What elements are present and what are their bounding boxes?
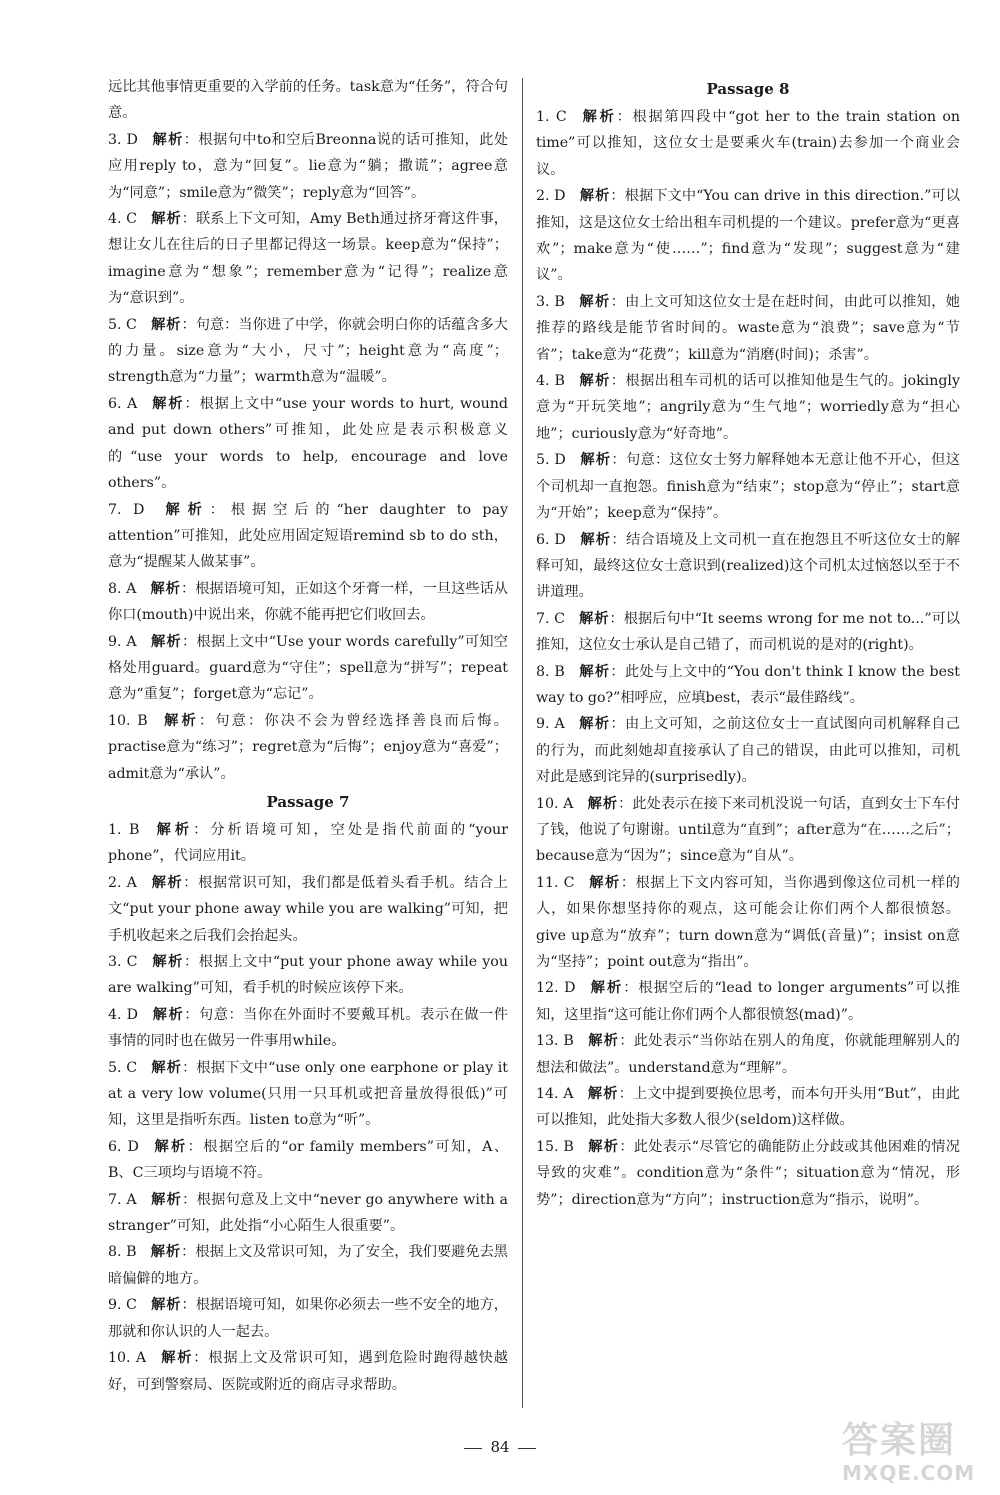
answer-number: 3. B <box>536 293 565 310</box>
answer-item <box>108 391 508 497</box>
answer-number: 8. B <box>108 1244 137 1261</box>
analysis-label: 解析 <box>579 610 610 627</box>
answer-number: 5. C <box>108 316 137 333</box>
answer-number: 1. C <box>536 109 567 125</box>
answer-number: 10. B <box>108 712 148 729</box>
answer-item <box>108 949 508 1002</box>
answer-item <box>108 817 508 870</box>
analysis-label: 解析 <box>160 1350 194 1367</box>
answer-number: 2. D <box>536 188 566 205</box>
answer-number: 12. D <box>536 980 576 997</box>
answer-item <box>536 183 960 289</box>
answer-item <box>108 576 508 629</box>
analysis-text: ：根据空后的“or family members”可知，A、B、C三项均与语境不符。 <box>108 1138 509 1182</box>
intro-paragraph: 远比其他事情更重要的入学前的任务。task意为“任务”，符合句意。 <box>108 79 508 122</box>
answer-item <box>108 629 508 708</box>
analysis-text: ：根据第四段中“got her to the train station on time”可以推知，这位女士是要乘火车(train)去参加一个商业会议。 <box>536 109 960 178</box>
analysis-text: ：此处表示“尽管它的确能防止分歧或其他困难的情况导致的灾难”。condition意为“条件”；situation意为“情况，形势”；direction意为“方向”；instruction意为“指示，说明”。 <box>536 1138 960 1208</box>
answer-item <box>108 206 508 312</box>
analysis-text: ：根据常识可知，我们都是低着头看手机。结合上文“put your phone away while you are walking”可知，把手机收起来之后我们会抬起头。 <box>108 874 508 944</box>
column-divider <box>522 78 523 1408</box>
analysis-text: ：句意：这位女士努力解释她本无意让他不开心，但这个司机却一直抱怨。finish意为“结束”；stop意为“停止”；start意为“开始”；keep意为“保持”。 <box>536 452 960 522</box>
analysis-label: 解析 <box>152 131 184 148</box>
analysis-label: 解析 <box>151 316 182 333</box>
answer-item <box>108 870 508 949</box>
page-dash-right <box>518 1448 536 1449</box>
analysis-text: ：结合语境及上文司机一直在抱怨且不听这位女士的解释可知，最终这位女士意识到(realized)这个司机太过恼怒以至于不讲道理。 <box>536 531 960 601</box>
answer-number: 9. A <box>108 633 137 650</box>
answer-number: 14. A <box>536 1086 574 1103</box>
analysis-text: ：根据上文及常识可知，为了安全，我们要避免去黑暗偏僻的地方。 <box>108 1244 508 1287</box>
analysis-label: 解析 <box>579 531 612 548</box>
answer-item <box>108 497 508 576</box>
analysis-label: 解析 <box>150 580 181 597</box>
answer-item <box>108 1239 508 1292</box>
analysis-text: ：根据出租车司机的话可以推知他是生气的。jokingly意为“开玩笑地”；angrily意为“生气地”；worriedly意为“担心地”；curiously意为“好奇地”。 <box>536 373 960 442</box>
answer-item <box>536 1028 960 1081</box>
answer-item <box>536 659 960 712</box>
analysis-label: 解析 <box>587 1086 619 1103</box>
answer-item <box>536 447 960 526</box>
items-b-list <box>108 817 508 1398</box>
passage-8-heading: Passage 8 <box>706 80 790 98</box>
answer-number: 3. D <box>108 131 138 148</box>
answer-item <box>536 975 960 1028</box>
analysis-text: ：根据语境可知，如果你必须去一些不安全的地方，那就和你认识的人一起去。 <box>108 1297 508 1340</box>
answer-number: 2. A <box>108 874 137 891</box>
answer-item <box>536 791 960 870</box>
analysis-label: 解析 <box>588 1033 620 1050</box>
analysis-text: ：联系上下文可知，Amy Beth通过挤牙膏这件事，想让女儿在往后的日子里都记得这一场景。keep意为“保持”；imagine意为“想象”；remember意为“记得”；realize意为“意识到”。 <box>108 211 508 307</box>
answer-item <box>108 1345 508 1398</box>
analysis-label: 解析 <box>151 874 184 891</box>
answer-number: 5. D <box>536 452 566 469</box>
answer-number: 7. A <box>108 1191 137 1208</box>
answer-item <box>108 1055 508 1134</box>
analysis-text: ：根据上文及常识可知，遇到危险时跑得越快越好，可到警察局、医院或附近的商店寻求帮助。 <box>108 1350 508 1393</box>
answer-number: 3. C <box>108 954 138 970</box>
analysis-text: ：根据空后的“lead to longer arguments”可以推知，这里指“这可能让你们两个人都很愤怒(mad)”。 <box>536 980 960 1023</box>
analysis-text: ：分析语境可知，空处是指代前面的“your phone”，代词应用it。 <box>108 821 508 865</box>
analysis-text: ：此处表示在接下来司机没说一句话，直到女士下车付了钱，他说了句谢谢。until意为“直到”；after意为“在……之后”；because意为“因为”；since意为“自从”。 <box>536 795 960 865</box>
answer-item <box>536 1081 960 1134</box>
analysis-text: ：根据上文中“put your phone away while you are walking”可知，看手机的时候应该停下来。 <box>108 954 508 997</box>
analysis-label: 解析 <box>151 395 185 412</box>
analysis-label: 解析 <box>578 716 611 733</box>
answer-item <box>108 312 508 391</box>
analysis-text: ：根据上文中“Use your words carefully”可知空格处用guard。guard意为“守住”；spell意为“拼写”；repeat意为“重复”；forget意为“忘记”。 <box>108 633 508 703</box>
analysis-label: 解析 <box>150 1191 183 1208</box>
items-right-list <box>536 104 960 1213</box>
answer-number: 15. B <box>536 1138 574 1155</box>
answer-item <box>536 527 960 606</box>
answer-item <box>536 368 960 447</box>
analysis-text: ：上文中提到要换位思考，而本句开头用“But”，由此可以推知，此处指大多数人很少(seldom)这样做。 <box>536 1086 960 1129</box>
watermark-top-text: 答案圈 <box>842 1420 957 1461</box>
answer-number: 9. C <box>108 1297 137 1314</box>
right-column <box>536 74 960 1213</box>
analysis-text: ：根据后句中“It seems wrong for me not to...”可以推知，这位女士承认是自己错了，而司机说的是对的(right)。 <box>536 610 960 654</box>
answer-item <box>536 289 960 368</box>
answer-number: 8. A <box>108 580 137 597</box>
answer-item <box>536 606 960 659</box>
analysis-label: 解析 <box>579 452 612 469</box>
answer-number: 10. A <box>536 795 574 812</box>
analysis-label: 解析 <box>151 211 182 228</box>
analysis-label: 解析 <box>579 373 611 390</box>
analysis-label: 解析 <box>152 1006 185 1023</box>
answer-number: 7. C <box>536 610 565 627</box>
answer-item <box>108 127 508 206</box>
analysis-text: ：根据下文中“You can drive in this direction.”可以推知，这是这位女士给出租车司机提的一个建议。prefer意为“更喜欢”；make意为“使……”；find意为“发现”；suggest意为“建议”。 <box>536 188 960 284</box>
analysis-label: 解析 <box>589 980 624 997</box>
answer-item <box>108 1002 508 1055</box>
answer-number: 1. B <box>108 821 140 838</box>
analysis-text: ：句意：你决不会为曾经选择善良而后悔。practise意为“练习”；regret意为“后悔”；enjoy意为“喜爱”；admit意为“承认”。 <box>108 712 508 782</box>
answer-item <box>108 1134 508 1187</box>
answer-number: 9. A <box>536 716 565 733</box>
analysis-label: 解析 <box>579 188 611 205</box>
analysis-label: 解析 <box>151 954 184 970</box>
analysis-text: ：根据下文中“use only one earphone or play it at a very low volume(只用一只耳机或把音量放得很低)”可知，这里是指听东西。listen to意为“听”。 <box>108 1059 508 1129</box>
analysis-label: 解析 <box>579 293 611 310</box>
analysis-text: ：根据上文中“use your words to hurt, wound and put down others”可推知，此处应是表示积极意义的“use your words to help, encourage and love others”。 <box>108 395 508 492</box>
answer-item <box>536 711 960 790</box>
answer-item <box>536 1134 960 1213</box>
analysis-label: 解析 <box>158 501 210 518</box>
watermark-logo <box>842 1420 992 1490</box>
analysis-text: ：由上文可知这位女士是在赶时间，由此可以推知，她推荐的路线是能节省时间的。waste意为“浪费”；save意为“节省”；take意为“花费”；kill意为“消磨(时间)；杀害”。 <box>536 293 960 363</box>
watermark-bottom-text: MXQE.COM <box>842 1461 976 1485</box>
answer-number: 6. D <box>536 531 566 548</box>
analysis-text: ：根据句意及上文中“never go anywhere with a stranger”可知，此处指“小心陌生人很重要”。 <box>108 1191 508 1235</box>
left-column <box>108 74 508 1398</box>
analysis-label: 解析 <box>580 109 617 125</box>
answer-item <box>536 870 960 976</box>
answer-number: 4. C <box>108 211 137 228</box>
answer-item <box>536 104 960 183</box>
analysis-label: 解析 <box>588 1138 620 1155</box>
analysis-label: 解析 <box>150 633 182 650</box>
passage-7-heading: Passage 7 <box>266 792 350 811</box>
analysis-label: 解析 <box>151 1297 182 1314</box>
analysis-text: ：此处与上文中的“You don't think I know the best way to go?”相呼应，应填best，表示“最佳路线”。 <box>536 663 960 706</box>
answer-number: 13. B <box>536 1033 574 1050</box>
answer-item <box>108 1292 508 1345</box>
analysis-label: 解析 <box>588 874 621 891</box>
page-dash-left <box>464 1448 482 1449</box>
analysis-label: 解析 <box>151 1059 183 1076</box>
analysis-text: ：根据上下文内容可知，当你遇到像这位司机一样的人，如果你想坚持你的观点，这可能会让你们两个人都很愤怒。give up意为“放弃”；turn down意为“调低(音量)”；insist on意为“坚持”；point out意为“指出”。 <box>536 874 960 970</box>
answer-number: 11. C <box>536 874 575 891</box>
items-a-list <box>108 127 508 787</box>
answer-number: 8. B <box>536 663 565 680</box>
analysis-label: 解析 <box>579 663 611 680</box>
answer-number: 5. C <box>108 1059 138 1076</box>
analysis-text: ：根据语境可知，正如这个牙膏一样，一旦这些话从你口(mouth)中说出来，你就不能再把它们收回去。 <box>108 580 508 624</box>
answer-number: 6. A <box>108 395 138 412</box>
analysis-text: ：根据句中to和空后Breonna说的话可推知，此处应用reply to，意为“回复”。lie意为“躺；撒谎”；agree意为“同意”；smile意为“微笑”；reply意为“回答”。 <box>108 131 509 201</box>
analysis-text: ：句意：当你进了中学，你就会明白你的话蕴含多大的力量。size意为“大小，尺寸”；height意为“高度”；strength意为“力量”；warmth意为“温暖”。 <box>108 316 508 386</box>
answer-number: 4. B <box>536 373 565 390</box>
answer-item <box>108 1187 508 1240</box>
analysis-label: 解析 <box>150 1244 182 1261</box>
answer-number: 4. D <box>108 1006 138 1023</box>
page-number-text: 84 <box>490 1438 510 1456</box>
analysis-text: ：此处表示“当你站在别人的角度，你就能理解别人的想法和做法”。understand意为“理解”。 <box>536 1033 960 1076</box>
answer-item <box>108 708 508 787</box>
answer-number: 6. D <box>108 1138 139 1155</box>
analysis-text: ：根据空后的“her daughter to pay attention”可推知，此处应用固定短语remind sb to do sth，意为“提醒某人做某事”。 <box>108 501 508 571</box>
analysis-text: ：句意：当你在外面时不要戴耳机。表示在做一件事情的同时也在做另一件事用while。 <box>108 1006 508 1050</box>
analysis-text: ：由上文可知，之前这位女士一直试图向司机解释自己的行为，而此刻她却直接承认了自己的错误，由此可以推知，司机对此是感到诧异的(surprisedly)。 <box>536 716 960 786</box>
analysis-label: 解析 <box>587 795 619 812</box>
answer-number: 10. A <box>108 1350 147 1367</box>
answer-number: 7. D <box>108 501 145 518</box>
analysis-label: 解析 <box>153 1138 188 1155</box>
analysis-label: 解析 <box>161 712 199 729</box>
analysis-label: 解析 <box>153 821 194 838</box>
